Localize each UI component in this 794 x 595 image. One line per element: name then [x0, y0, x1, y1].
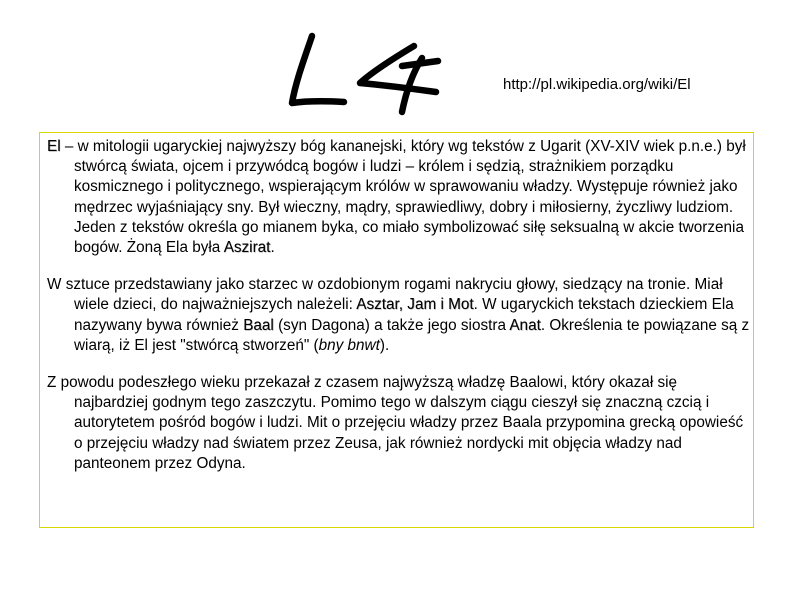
art-text: W sztuce przedstawiany jako starzec w ozdobionym rogami nakryciu głowy, siedzący na tronie. Miał wiele dzieci, do najważniejszych należeli:	[47, 276, 723, 314]
handwritten-lk-logo	[282, 28, 452, 116]
dagon-text: (syn Dagona) a także jego siostra	[273, 316, 510, 334]
paragraph-art-depiction	[47, 275, 753, 356]
term-baal: Baal	[243, 316, 274, 334]
closing-paren: ).	[379, 336, 390, 354]
term-anat: Anat	[509, 316, 541, 334]
source-url[interactable]: http://pl.wikipedia.org/wiki/El	[503, 76, 691, 93]
term-children: Asztar, Jam i Mot	[356, 296, 474, 314]
term-aszirat: Aszirat	[223, 239, 271, 257]
ugaritic-text: . W ugaryckich tekstach dzieckiem Ela nazywany bywa również	[74, 296, 734, 334]
paragraph-succession: Z powodu podeszłego wieku przekazał z czasem najwyższą władzę Baalowi, który okazał się najbardziej godnym tego zaszczytu. Pomimo tego w dalszym ciągu cieszył się znaczną czcią i autorytetem pośród bogów i ludzi. Mit o przejęciu władzy przez Baala przypomina grecką opowieść o przejęciu władzy nad światem przez Zeusa, jak również nordycki mit objęcia władzy nad panteonem przez Odyna.	[47, 374, 744, 472]
paragraph-definition	[47, 137, 753, 258]
term-el: El	[47, 138, 61, 155]
creator-text: . Określenia te powiązane są z wiarą, iż El jest "stwórcą stworzeń" (	[74, 316, 750, 354]
article-text-box	[39, 132, 754, 528]
period: .	[270, 239, 275, 257]
term-bny-bnwt: bny bnwt	[318, 336, 380, 354]
definition-text: – w mitologii ugaryckiej najwyższy bóg kananejski, który wg tekstów z Ugarit (XV-XIV wiek p.n.e.) był stwórcą świata, ojcem i przywódcą bogów i ludzi – królem i sędzią, strażnikiem porządku kosmicznego i politycznego, wspierającym królów w sprawowaniu władzy. Występuje również jako mędrzec wyjaśniający sny. Był wieczny, mądry, sprawiedliwy, dobry i miłosierny, życzliwy ludziom. Jeden z tekstów określa go mianem byka, co miało symbolizować siłę seksualną w akcie tworzenia bogów. Żoną Ela była	[60, 138, 746, 257]
